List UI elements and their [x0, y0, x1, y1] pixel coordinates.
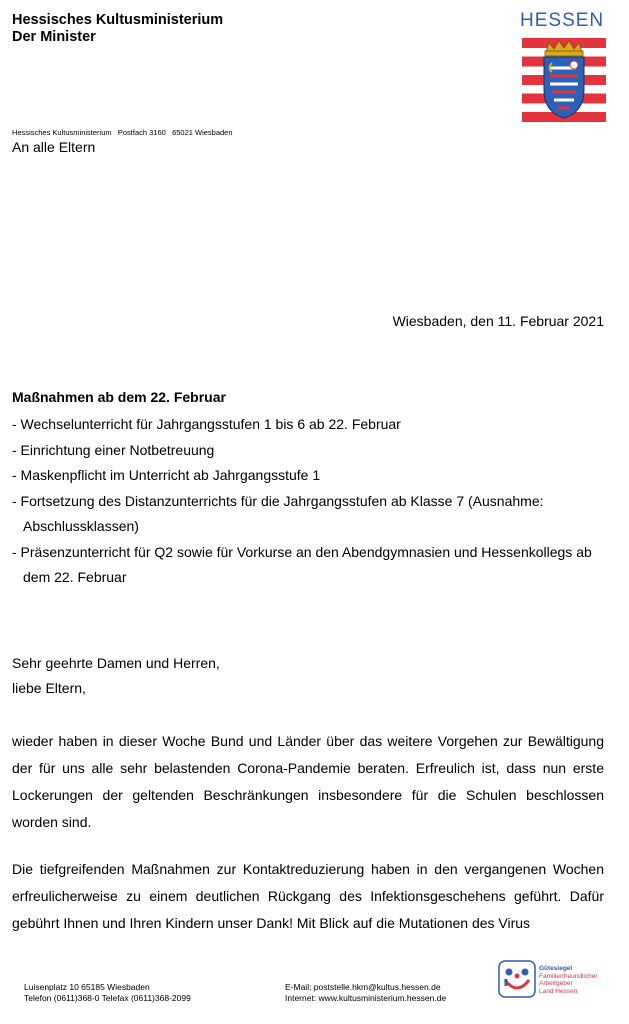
- sender-address-line: Hessisches Kultusministerium Postfach 3160 65021 Wiesbaden: [12, 128, 233, 137]
- footer-online: [285, 982, 446, 1004]
- footer-email: E-Mail: poststelle.hkm@kultus.hessen.de: [285, 982, 441, 992]
- hessen-wordmark: HESSEN: [520, 10, 605, 31]
- list-item: - Fortsetzung des Distanzunterrichts für die Jahrgangsstufen ab Klasse 7 (Ausnahme: Abschlussklassen): [12, 492, 544, 534]
- badge-text: Gütesiegel Familienfreundlicher Arbeitgeber Land Hessen: [539, 965, 598, 995]
- family-friendly-employer-badge: [498, 960, 608, 998]
- list-item: - Maskenpflicht im Unterricht ab Jahrgangsstufe 1: [12, 467, 321, 483]
- measures-list: [12, 412, 607, 591]
- footer-internet: Internet: www.kultusministerium.hessen.de: [285, 993, 447, 1003]
- hessen-coat-of-arms-logo: [522, 38, 606, 122]
- footer-address: Luisenplatz 10 65185 Wiesbaden: [24, 982, 150, 992]
- letter-date: Wiesbaden, den 11. Februar 2021: [392, 313, 604, 329]
- letterhead: [12, 12, 223, 46]
- list-item: - Präsenzunterricht für Q2 sowie für Vorkurse an den Abendgymnasien und Hessenkollegs ab dem 22. Februar: [12, 543, 592, 585]
- salutation-line: liebe Eltern,: [12, 680, 86, 696]
- body-paragraph: wieder haben in dieser Woche Bund und Länder über das weitere Vorgehen zur Bewältigung der für uns alle sehr belastenden Corona-Pandemie beraten. Erfreulich ist, dass nun erste Lockerungen der geltenden Beschränkungen insbesondere für die Schulen beschlossen worden sind.: [12, 733, 604, 830]
- body-paragraph: Die tiefgreifenden Maßnahmen zur Kontaktreduzierung haben in den vergangenen Wochen erfreulicherweise zu einem deutlichen Rückgang des Infektionsgeschehens geführt. Dafür gebührt Ihnen und Ihren Kindern unser Dank! Mit Blick auf die Mutationen des Virus: [12, 861, 604, 931]
- recipient: An alle Eltern: [12, 139, 96, 155]
- measures-heading: Maßnahmen ab dem 22. Februar: [12, 389, 226, 405]
- family-seal-icon: [498, 960, 536, 998]
- list-item: - Wechselunterricht für Jahrgangsstufen 1 bis 6 ab 22. Februar: [12, 416, 401, 432]
- footer-phone: Telefon (0611)368-0 Telefax (0611)368-2099: [24, 993, 191, 1003]
- footer-contact: [24, 982, 191, 1004]
- salutation-line: Sehr geehrte Damen und Herren,: [12, 655, 220, 671]
- salutation: [12, 651, 220, 701]
- ministry-name: Hessisches Kultusministerium: [12, 12, 224, 28]
- list-item: - Einrichtung einer Notbetreuung: [12, 441, 215, 458]
- minister-title: Der Minister: [12, 29, 96, 45]
